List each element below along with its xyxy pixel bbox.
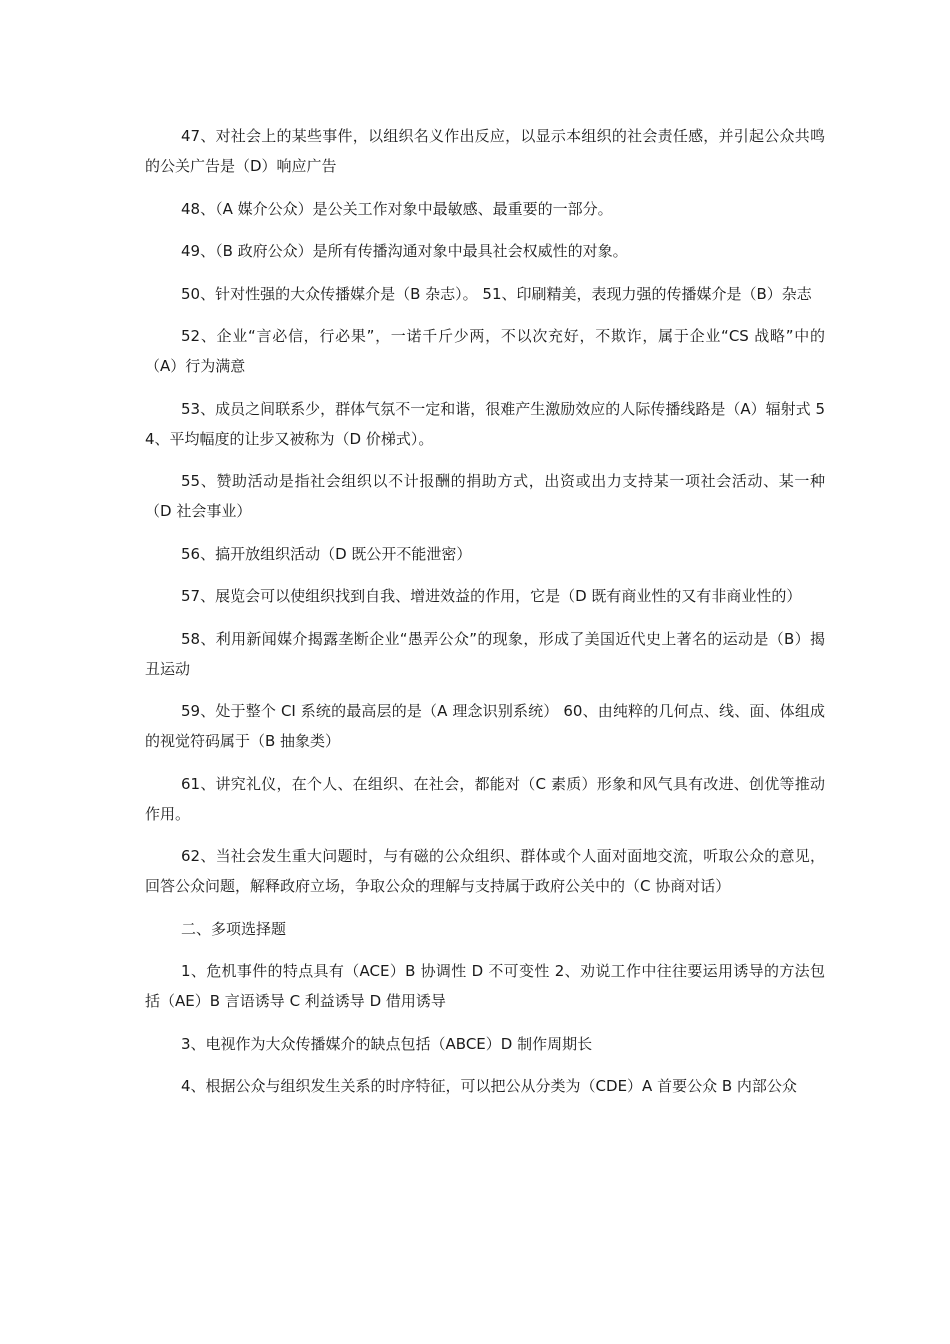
question-61: 61、讲究礼仪，在个人、在组织、在社会，都能对（C 素质）形象和风气具有改进、创优等推动作用。 xyxy=(145,774,825,823)
question-50-51: 50、针对性强的大众传播媒介是（B 杂志）。 51、印刷精美，表现力强的传播媒介是（B）杂志 xyxy=(181,284,812,303)
multi-question-4: 4、根据公众与组织发生关系的时序特征，可以把公从分类为（CDE）A 首要公众 B 内部公众 xyxy=(181,1077,797,1095)
question-55: 55、赞助活动是指社会组织以不计报酬的捐助方式，出资或出力支持某一项社会活动、某一种（D 社会事业） xyxy=(145,472,825,520)
question-47: 47、对社会上的某些事件，以组织名义作出反应，以显示本组织的社会责任感，并引起公众共鸣的公关广告是（D）响应广告 xyxy=(145,127,825,175)
document-body xyxy=(145,121,825,1114)
multi-question-3: 3、电视作为大众传播媒介的缺点包括（ABCE）D 制作周期长 xyxy=(181,1034,593,1053)
section-heading-multiple-choice: 二、多项选择题 xyxy=(181,919,287,938)
question-58: 58、利用新闻媒介揭露垄断企业“愚弄公众”的现象，形成了美国近代史上著名的运动是（B）揭丑运动 xyxy=(145,629,825,678)
question-49: 49、（B 政府公众）是所有传播沟通对象中最具社会权威性的对象。 xyxy=(181,242,628,260)
question-53-54: 53、成员之间联系少，群体气氛不一定和谐，很难产生激励效应的人际传播线路是（A）辐射式 54、平均幅度的让步又被称为（D 价梯式）。 xyxy=(145,399,825,448)
question-57: 57、展览会可以使组织找到自我、增进效益的作用，它是（D 既有商业性的又有非商业性的） xyxy=(181,587,802,605)
question-59-60: 59、处于整个 CI 系统的最高层的是（A 理念识别系统） 60、由纯粹的几何点、线、面、体组成的视觉符码属于（B 抽象类） xyxy=(145,702,825,750)
question-56: 56、搞开放组织活动（D 既公开不能泄密） xyxy=(181,544,472,563)
question-48: 48、（A 媒介公众）是公关工作对象中最敏感、最重要的一部分。 xyxy=(181,199,613,218)
question-62: 62、当社会发生重大问题时，与有磁的公众组织、群体或个人面对面地交流，听取公众的意见，回答公众问题，解释政府立场，争取公众的理解与支持属于政府公关中的（C 协商对话） xyxy=(145,847,825,895)
question-52: 52、企业“言必信，行必果”，一诺千斤少两，不以次充好，不欺诈，属于企业“CS 战略”中的（A）行为满意 xyxy=(145,327,825,375)
multi-question-1-2: 1、危机事件的特点具有（ACE）B 协调性 D 不可变性 2、劝说工作中往往要运用诱导的方法包括（AE）B 言语诱导 C 利益诱导 D 借用诱导 xyxy=(145,962,825,1010)
